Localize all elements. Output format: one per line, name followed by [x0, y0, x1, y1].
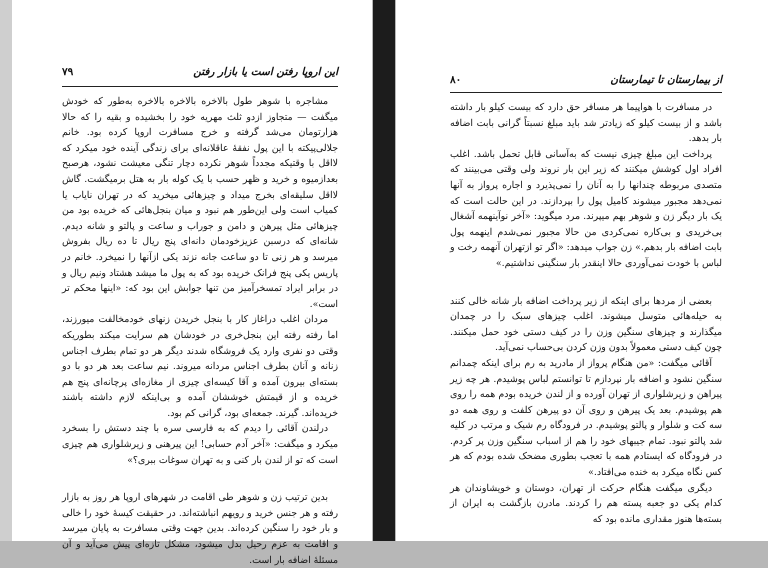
left-header-title: این اروپا رفتن است یا بازار رفتن	[193, 66, 338, 78]
paragraph-gap	[62, 468, 338, 490]
right-paragraph: دیگری میگفت هنگام حرکت از تهران، دوستان و خویشاوندان هر کدام یکی دو جعبه پسته هم را کردند. مادرن بازگشت به ایران از بسته‌ها هنوز مقداری مانده بود که	[450, 482, 722, 525]
right-page-body	[450, 100, 722, 527]
right-paragraph: در مسافرت با هواپیما هر مسافر حق دارد که بیست کیلو بار داشته باشد و از بیست کیلو که زیادتر شد باید مبلغ نسبتاً گرانی بابت اضافه بار بدهد.	[450, 102, 722, 145]
left-page-body	[62, 94, 338, 568]
right-page	[396, 0, 768, 541]
right-page-header	[450, 74, 722, 92]
right-header-rule	[450, 92, 722, 93]
left-paragraph: مردان اغلب دراغاز کار با بنجل خریدن زنهای خودمخالفت میورزند، اما رفته رفته این بنجل‌خری در خودشان هم سرایت میکند بطوریکه وقتی دو نفری وارد یک فروشگاه شدند دیگر هر دو تمام بطرف اجناس زنانه و آنان بطرف اجناس مردانه میروند. نیم ساعت بعد هر دو با دو بسته‌ای بیرون آمده و آقا کیسه‌ای چیزی از مغازه‌ای پرچانه‌ای پنج هم خریده و از قیمتش خوششان آمده و بی‌اینکه لازم داشته باشند خریده‌اند. گیرند. جمعه‌ای بود، گرانی کم بود.	[62, 314, 338, 419]
left-page-number: ۷۹	[62, 66, 74, 78]
left-paragraph: بدین ترتیب زن و شوهر طی اقامت در شهرهای اروپا هر روز به بازار رفته و هر جنس خرید و رویهم انباشته‌اند. در حقیقت کیسهٔ خود را خالی و بار خود را سنگین کرده‌اند. بدین جهت وقتی مسافرت به پایان میرسد و اقامت به عزم رحیل بدل میشود، مشکل تازه‌ای پیش می‌آید و آن مسئلهٔ اضافه بار است.	[62, 492, 338, 566]
left-paragraph: درلندن آقائی را دیدم که به فارسی سره با چند دستش را بسخرد میکرد و میگفت: «آخر آدم حسابی! این پیرهنی و زیرشلواری هم چیزی است که تو از لندن بار کنی و به تهران سوغات ببری؟»	[62, 423, 338, 466]
paragraph-gap	[450, 272, 722, 294]
right-paragraph: آقائی میگفت: «من هنگام پرواز از مادرید به رم برای اینکه چمدانم سنگین نشود و اضافه بار نپردازم تا توانستم لباس پوشیدم. هر چه زیر پیراهن و زیرشلواری از تهران آورده و از لندن خریده بودم همه را روی هم پوشیدم. بعد یک پیرهن و روی آن دو پیرهن کلفت و روی همه دو سه کت و شلوار و پالتو پوشیدم. در فرودگاه رم شیک و مرتب در کلیه شد پالتو نبود. تمام جیبهای خود را هم از اسباب سنگین وزن پر کردم. در فرودگاه که ایستادم همه با تعجب بطوری مضحک شده بودم که هر کس نگاه میکرد به خنده می‌افتاد.»	[450, 357, 722, 479]
background-margin	[0, 0, 12, 541]
left-page	[12, 0, 372, 566]
left-paragraph: مشاجره با شوهر طول بالاخره بالاخره بالاخره به‌طور که خودش میگفت — متجاوز ازدو ثلث مهریه خود را بخشیده و بقیه را که حالا هزارتومان می‌شد گرفته و خرج مسافرت اروپا کرده بود. خانم جلالی‌پیکته با این پول نفقهٔ عاقلانه‌ای برای زندگی آینده خود میکرد که لااقل با وقتیکه مجدداً شوهر نکرده دچار تنگی معیشت نشود، هرصبح بعدازمیوه و خرید و ظهر حسب با یک کوله بار به هتل برمیگشت. گاش لااقل سلیقه‌ای بخرج میداد و چیزهائی میخرید که در تهران نایاب یا کمیاب است ولی این‌طور هم نبود و میان بنجل‌هائی که خریده بود من چیزهائی مثل پیرهن و دامن و جوراب و ساعت و پالتو و شانه دیدم. شانه‌ای که درسبن عزیزخودمان دانه‌ای پنج ریال تا ده ریال بفروش میرسد و هر زنی تا دو ساعت جانه نزند یکی ازآنها را نمیخرد. خانم در پاریس یکی پنج فرانک خریده بود که به پول ما میشد هشتاد ونیم ریال و در برابر ایراد تمسخرآمیز من تنها جوابش این بود که: «اینها محکم تر است».	[62, 96, 338, 310]
right-paragraph: بعضی از مردها برای اینکه از زیر پرداخت اضافه بار شانه خالی کنند به حیله‌هائی متوسل میشوند. اغلب چیزهای سبک را در چمدان میگذارند و چیزهای سنگین وزن را در کیف دستی خود حمل میکنند. چون کیف دستی معمولاً بدون وزن کردن بی‌حساب نمی‌آید.	[450, 295, 722, 354]
right-page-number: ۸۰	[450, 74, 462, 86]
book-spine	[373, 0, 395, 541]
left-page-header	[62, 66, 338, 84]
left-header-rule	[62, 86, 338, 87]
right-header-title: از بیمارستان تا تیمارستان	[610, 74, 722, 86]
right-paragraph: پرداخت این مبلغ چیزی نیست که به‌آسانی قابل تحمل باشد. اغلب افراد اول کوشش میکنند که زیر این بار نروند ولی وقتی می‌بینند که متصدی مربوطه چندانها را به آنان را نمی‌پذیرد و اجاره پرواز به آنها نمی‌دهد مجبور میشوند کامیل پول را بپردازند. در این حالت است که یک بار دیگر زن و شوهر بهم میپرند. مرد میگوید: «آخر نوآینهمه آشغال بی‌خریدی و بی‌کاره نمی‌کردی من حالا مجبور نمی‌شدم اینهمه پول بابت اضافه بار بدهم.» زن جواب میدهد: «اگر تو ازتهران آنهمه رخت و لباس با خودت نمی‌آوردی حالا اینقدر بار سنگینی نداشتیم.»	[450, 148, 722, 269]
